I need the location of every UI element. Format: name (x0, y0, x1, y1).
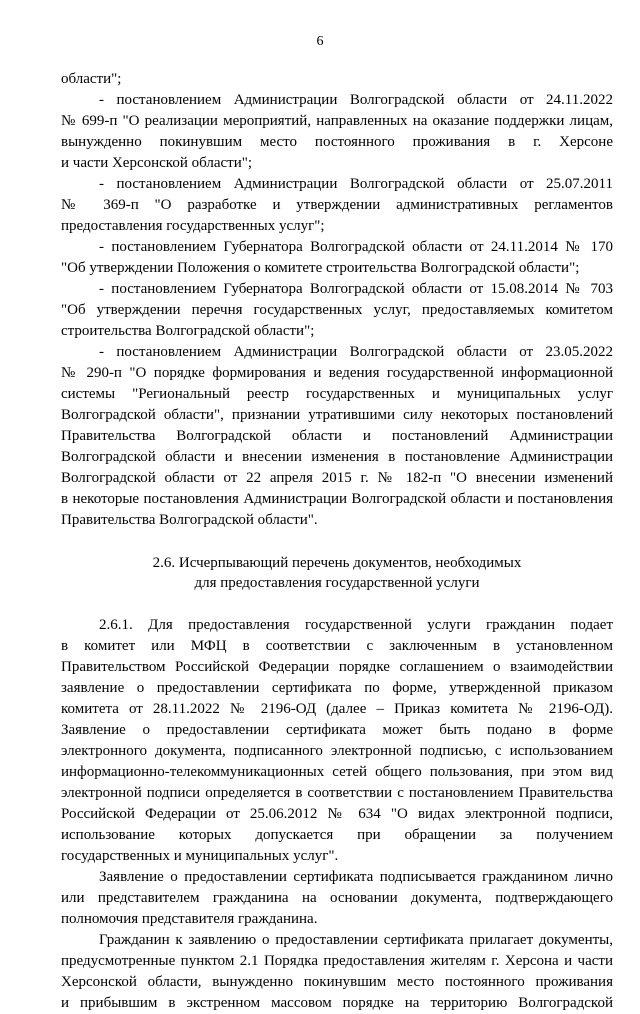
text-line: Гражданин к заявлению о предоставлении сертификата прилагает документы, (99, 932, 613, 948)
text-line: "Об утверждении Положения о комитете строительства Волгоградской области"; (61, 260, 580, 276)
text-line: заявление о предоставлении сертификата по форме, утвержденной приказом (61, 680, 613, 696)
text-line: - постановлением Губернатора Волгоградской области от 15.08.2014 № 703 (99, 281, 613, 297)
paragraph-gap (61, 531, 613, 553)
text-line: предоставления государственных услуг"; (61, 218, 325, 234)
text-line: электронного документа, подписанного электронной подписью, с использованием (61, 743, 613, 759)
text-line: Правительства Волгоградской области". (61, 512, 318, 528)
text-line: информационно-телекоммуникационных сетей общего пользования, при этом вид (61, 764, 613, 780)
text-line: Правительства Волгоградской области и постановлений Администрации (61, 428, 613, 444)
text-line: и части Херсонской области"; (61, 155, 253, 171)
heading-line: для предоставления государственной услуги (194, 575, 480, 591)
text-line: Российской Федерации от 25.06.2012 № 634 "О видах электронной подписи, (61, 806, 613, 822)
paragraph (61, 342, 613, 531)
text-line: - постановлением Администрации Волгоградской области от 24.11.2022 (99, 92, 613, 108)
paragraph (61, 69, 613, 90)
text-line: - постановлением Администрации Волгоградской области от 23.05.2022 (99, 344, 613, 360)
text-line: системы "Региональный реестр государственных и муниципальных услуг (61, 386, 613, 402)
text-line: области"; (61, 71, 122, 87)
text-line: в некоторые постановления Администрации Волгоградской области и постановления (61, 491, 613, 507)
text-line: строительства Волгоградской области"; (61, 323, 315, 339)
paragraph (61, 279, 613, 342)
text-line: "Об утверждении перечня государственных услуг, предоставляемых комитетом (61, 302, 613, 318)
text-line: № 699-п "О реализации мероприятий, направленных на оказание поддержки лицам, (61, 113, 613, 129)
heading-line: 2.6. Исчерпывающий перечень документов, необходимых (152, 555, 522, 571)
text-line: Волгоградской области от 22 апреля 2015 г. № 182-п "О внесении изменений (61, 470, 613, 486)
text-line: в комитет или МФЦ в соответствии с заключенным в установленном (61, 638, 613, 654)
text-line: или представителем гражданина на основании документа, подтверждающего (61, 890, 613, 906)
text-line: Правительством Российской Федерации порядке соглашением о взаимодействии (61, 659, 613, 675)
text-line: комитета от 28.11.2022 № 2196-ОД (далее – Приказ комитета № 2196-ОД). (61, 701, 613, 717)
text-line: электронной подписи определяется в соответствии с постановлением Правительства (61, 785, 613, 801)
paragraph (61, 90, 613, 174)
text-line: и прибывшим в экстренном массовом порядке на территорию Волгоградской (61, 995, 613, 1011)
text-line: - постановлением Администрации Волгоградской области от 25.07.2011 (99, 176, 613, 192)
paragraph (61, 174, 613, 237)
text-line: Херсонской области, вынужденно покинувшим место постоянного проживания (61, 974, 613, 990)
paragraph-gap (61, 593, 613, 615)
paragraph (61, 930, 613, 1014)
text-line: предусмотренные пунктом 2.1 Порядка предоставления жителям г. Херсона и части (61, 953, 613, 969)
text-line: Волгоградской области и внесении изменения в постановление Администрации (61, 449, 613, 465)
text-line: полномочия представителя гражданина. (61, 911, 318, 927)
text-line: использование которых допускается при обращении за получением (61, 827, 613, 843)
text-line: 2.6.1. Для предоставления государственной услуги гражданин подает (99, 617, 613, 633)
text-line: Заявление о предоставлении сертификата подписывается гражданином лично (99, 869, 613, 885)
text-line: Заявление о предоставлении сертификата может быть подано в форме (61, 722, 613, 738)
text-line: № 369-п "О разработке и утверждении административных регламентов (61, 197, 613, 213)
section-heading (61, 553, 613, 593)
text-line: вынужденно покинувшим место постоянного проживания в г. Херсоне (61, 134, 613, 150)
paragraph (61, 237, 613, 279)
text-line: Волгоградской области", признании утратившими силу некоторых постановлений (61, 407, 613, 423)
text-line: - постановлением Губернатора Волгоградской области от 24.11.2014 № 170 (99, 239, 613, 255)
paragraph (61, 615, 613, 867)
text-line: государственных и муниципальных услуг". (61, 848, 339, 864)
document-body (61, 69, 613, 1014)
paragraph (61, 867, 613, 930)
page-number: 6 (316, 34, 324, 49)
text-line: № 290-п "О порядке формирования и ведения государственной информационной (61, 365, 613, 381)
